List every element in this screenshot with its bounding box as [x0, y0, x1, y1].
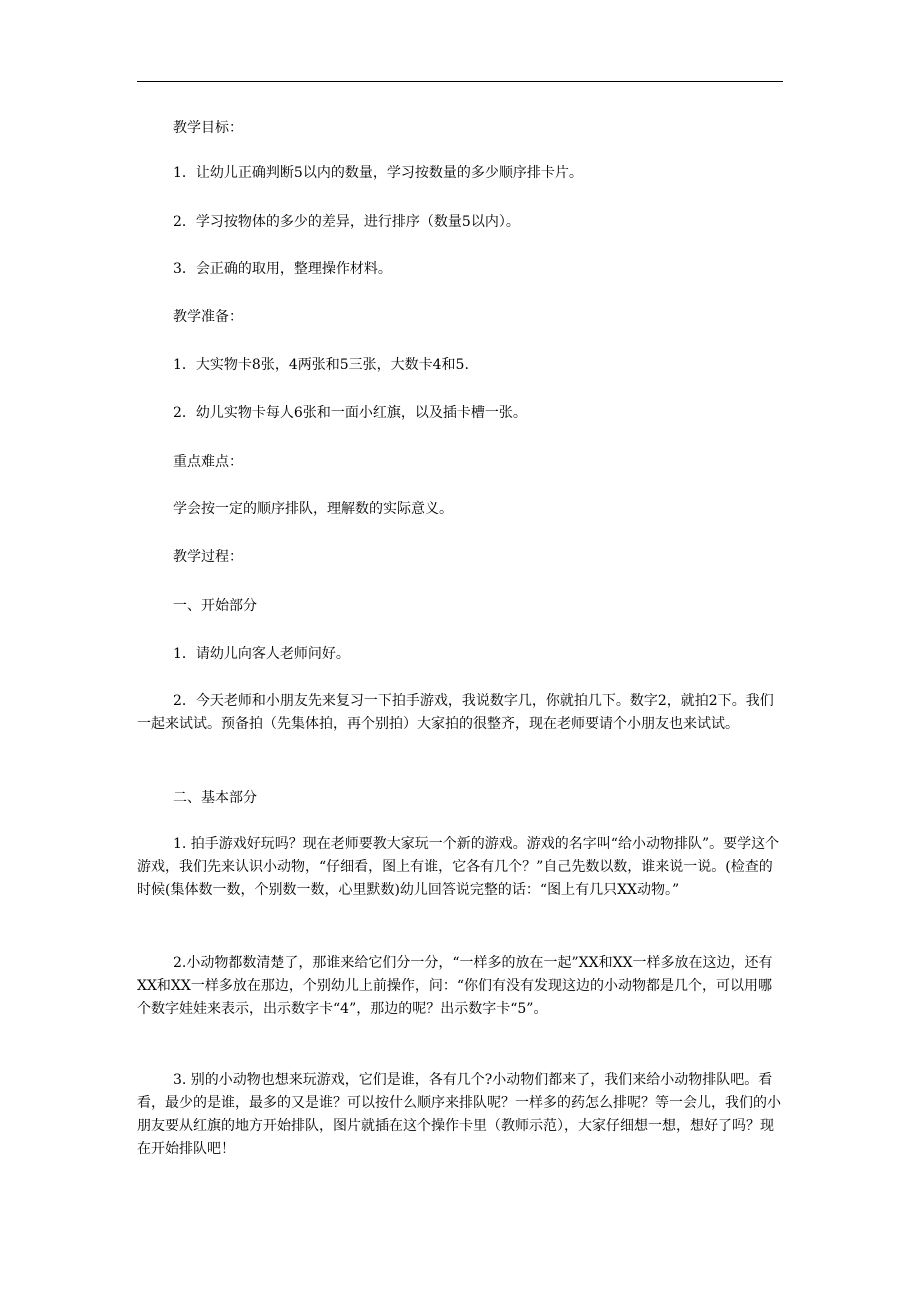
prep-item-2: 2．幼儿实物卡每人6张和一面小红旗，以及插卡槽一张。: [173, 405, 527, 421]
basic-item-1: 1. 拍手游戏好玩吗？现在老师要教大家玩一个新的游戏。游戏的名字叫“给小动物排队”。要学这个游戏，我们先来认识小动物，“仔细看，图上有谁，它各有几个？”自己先数以数，谁来说一说。(检查的时候(集体数一数，个别数一数，心里默数)幼儿回答说完整的话：“图上有几只XX动物。”: [137, 836, 780, 898]
heading-teaching-process: 教学过程：: [173, 549, 243, 565]
key-points-text: 学会按一定的顺序排队，理解数的实际意义。: [173, 501, 453, 517]
header-rule: [137, 81, 783, 82]
prep-item-1: 1．大实物卡8张，4两张和5三张，大数卡4和5.: [173, 357, 469, 373]
section-start: 一、开始部分: [173, 598, 257, 614]
heading-teaching-goals: 教学目标：: [173, 120, 243, 136]
goal-item-1: 1．让幼儿正确判断5以内的数量，学习按数量的多少顺序排卡片。: [173, 165, 583, 181]
start-item-1: 1．请幼儿向客人老师问好。: [173, 646, 350, 662]
basic-item-2: 2.小动物都数清楚了，那谁来给它们分一分，“一样多的放在一起”XX和XX一样多放在这边，还有XX和XX一样多放在那边，个别幼儿上前操作，问：“你们有没有发现这边的小动物都是几个，可以用哪个数字娃娃来表示，出示数字卡“4”，那边的呢？出示数字卡“5”。: [137, 955, 773, 1017]
goal-item-2: 2．学习按物体的多少的差异，进行排序（数量5以内）。: [173, 214, 520, 230]
heading-teaching-prep: 教学准备：: [173, 309, 243, 325]
section-basic: 二、基本部分: [173, 790, 257, 806]
heading-key-points: 重点难点：: [173, 454, 243, 470]
basic-item-3: 3. 别的小动物也想来玩游戏，它们是谁，各有几个?小动物们都来了，我们来给小动物排队吧。看看，最少的是谁，最多的又是谁？可以按什么顺序来排队呢？一样多的药怎么排呢？等一会儿，我们的小朋友要从红旗的地方开始排队，图片就插在这个操作卡里（教师示范），大家仔细想一想，想好了吗？现在开始排队吧！: [137, 1072, 781, 1157]
goal-item-3: 3．会正确的取用，整理操作材料。: [173, 261, 392, 277]
start-item-2: 2．今天老师和小朋友先来复习一下拍手游戏，我说数字几，你就拍几下。数字2，就拍2下。我们一起来试试。预备拍（先集体拍，再个别拍）大家拍的很整齐，现在老师要请个小朋友也来试试。: [137, 693, 774, 732]
